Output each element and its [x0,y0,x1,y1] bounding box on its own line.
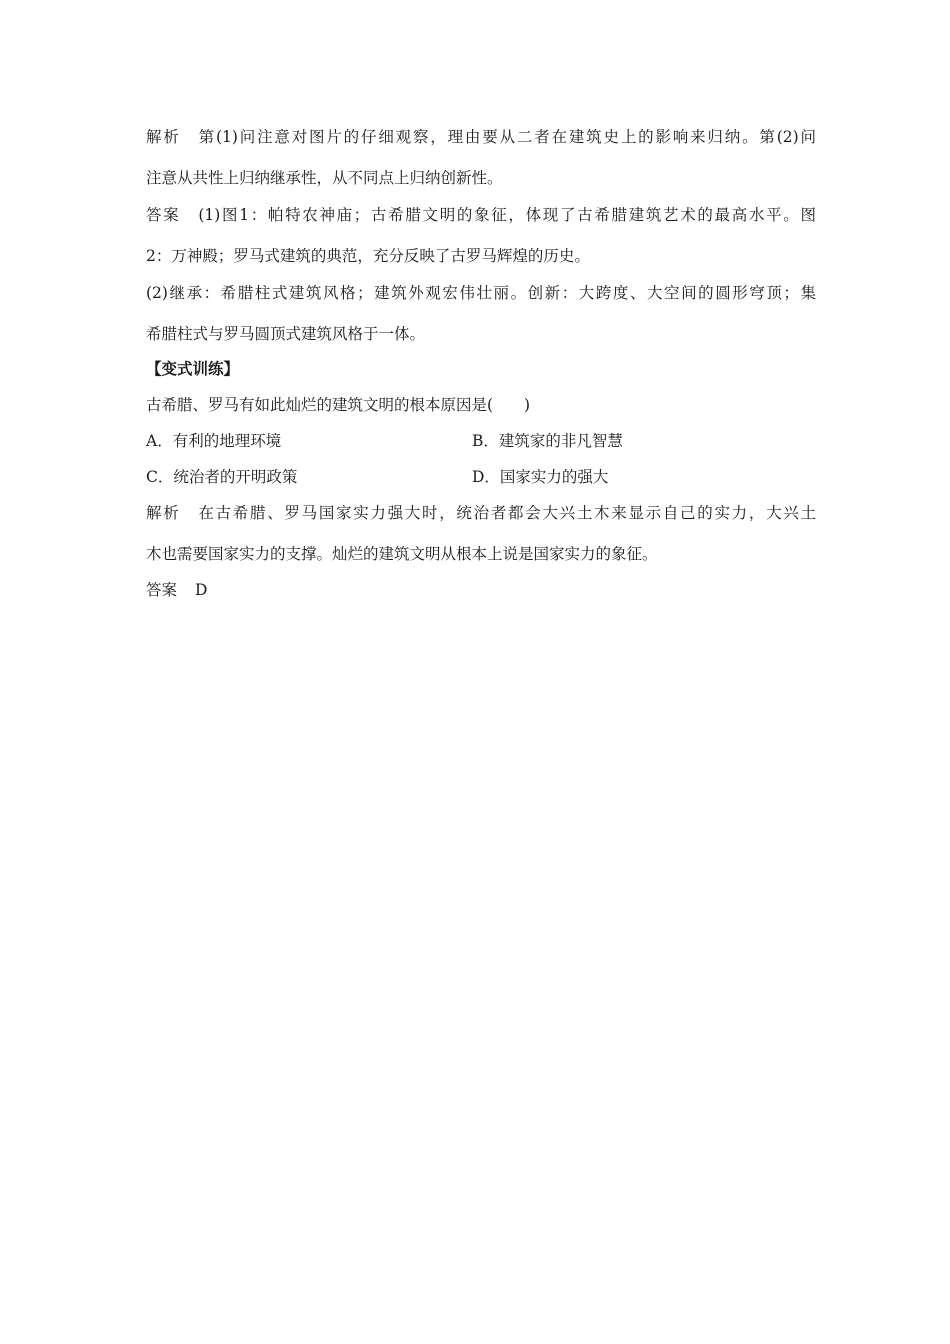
answer1-line4: 希腊柱式与罗马圆顶式建筑风格于一体。 [146,325,426,343]
analysis2-line1 [146,503,816,523]
answer1-text1: (1)图1：帕特农神庙；古希腊文明的象征，体现了古希腊建筑艺术的最高水平。图 [198,206,816,224]
answer1-line2: 2：万神殿；罗马式建筑的典范，充分反映了古罗马辉煌的历史。 [146,247,590,265]
answer1-label: 答案 [146,206,181,224]
option-b: B．建筑家的非凡智慧 [472,432,623,450]
answer1-line3: (2)继承：希腊柱式建筑风格；建筑外观宏伟壮丽。创新：大跨度、大空间的圆形穹顶；集 [146,284,816,302]
question-text: 古希腊、罗马有如此灿烂的建筑文明的根本原因是( ) [146,396,531,414]
analysis2-line2: 木也需要国家实力的支撑。灿烂的建筑文明从根本上说是国家实力的象征。 [146,545,658,563]
answer2-value: D [195,581,208,599]
analysis1-line2: 注意从共性上归纳继承性，从不同点上归纳创新性。 [146,169,503,187]
answer2-line [146,580,816,600]
analysis1-line1 [146,127,816,147]
option-d: D．国家实力的强大 [472,468,609,486]
section-title: 【变式训练】 [146,359,240,378]
answer1-line1 [146,205,816,225]
analysis1-label: 解析 [146,128,181,146]
option-a: A．有利的地理环境 [146,432,282,450]
answer2-label: 答案 [146,581,178,599]
analysis2-label: 解析 [146,504,181,522]
analysis2-text1: 在古希腊、罗马国家实力强大时，统治者都会大兴土木来显示自己的实力，大兴土 [198,504,816,522]
analysis1-text1: 第(1)问注意对图片的仔细观察，理由要从二者在建筑史上的影响来归纳。第(2)问 [198,128,816,146]
option-c: C．统治者的开明政策 [146,468,298,486]
